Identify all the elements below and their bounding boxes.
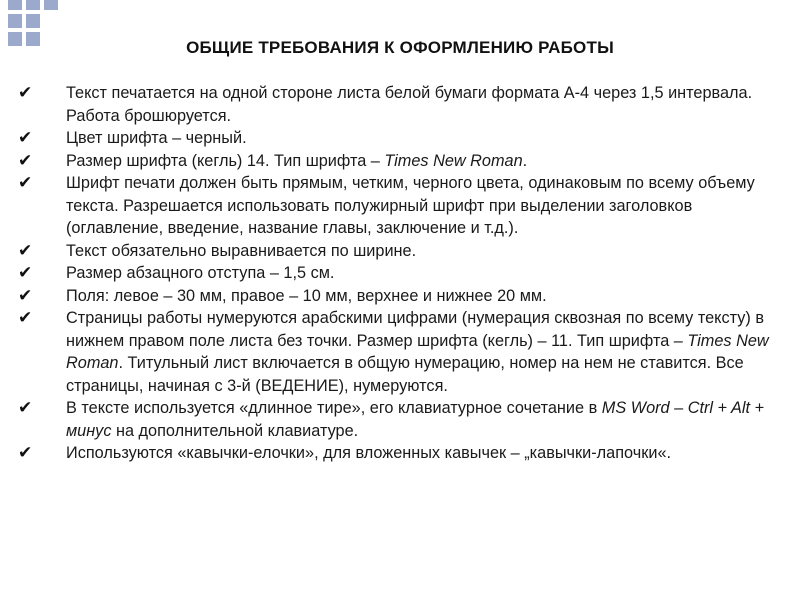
decor-square xyxy=(26,0,40,10)
list-item xyxy=(18,172,778,240)
check-mark-icon: ✔ xyxy=(18,398,33,417)
list-item-text: Текст обязательно выравнивается по ширине. xyxy=(66,241,417,260)
check-mark-icon: ✔ xyxy=(18,240,33,260)
list-item-text: Размер абзацного отступа – 1,5 см. xyxy=(66,264,335,282)
decor-square xyxy=(8,0,22,10)
decor-square xyxy=(26,14,40,28)
list-item-text: Шрифт печати должен быть прямым, четким, черного цвета, одинаковым по всему объему текста. Разрешается использовать полужирный шрифт при выделении заголовков (оглавление, введение, название главы, заключение и т.д.). xyxy=(66,174,755,237)
list-item xyxy=(18,285,778,308)
list-item xyxy=(18,150,778,173)
list-item-text: Times New Roman xyxy=(384,151,523,170)
list-item xyxy=(18,397,778,442)
list-item-text: . Титульный лист включается в общую нумерацию, номер на нем не ставится. Все страницы, начиная с 3-й (ВЕДЕНИЕ), нумеруются. xyxy=(66,354,744,395)
list-item xyxy=(18,240,778,263)
list-item xyxy=(18,307,778,397)
list-item-text: Цвет шрифта – черный. xyxy=(66,129,247,147)
list-item-text: Поля: левое – 30 мм, правое – 10 мм, верхнее и нижнее 20 мм. xyxy=(66,286,547,305)
list-item-text: Используются «кавычки-елочки», для вложенных кавычек – „кавычки-лапочки«. xyxy=(66,444,672,462)
decor-square xyxy=(8,14,22,28)
list-item xyxy=(18,82,778,127)
list-item-text: В тексте используется «длинное тире», его клавиатурное сочетание в xyxy=(66,399,602,417)
check-mark-icon: ✔ xyxy=(18,285,33,305)
list-item-text: Текст печатается на одной стороне листа белой бумаги формата А-4 через 1,5 интервала. Работа брошюруется. xyxy=(66,84,753,125)
page-title: ОБЩИЕ ТРЕБОВАНИЯ К ОФОРМЛЕНИЮ РАБОТЫ xyxy=(186,38,614,57)
list-item xyxy=(18,262,778,285)
list-item-text: . xyxy=(522,151,528,170)
check-mark-icon: ✔ xyxy=(18,150,33,170)
check-mark-icon: ✔ xyxy=(18,173,33,192)
check-mark-icon: ✔ xyxy=(18,83,33,102)
check-mark-icon: ✔ xyxy=(18,443,33,462)
decor-square xyxy=(44,0,58,10)
check-mark-icon: ✔ xyxy=(18,263,33,282)
list-item xyxy=(18,442,778,465)
requirements-list xyxy=(18,82,778,465)
check-mark-icon: ✔ xyxy=(18,128,33,147)
list-item-text: MS Word – Ctrl + Alt + минус xyxy=(66,399,765,440)
list-item-text: Страницы работы нумеруются арабскими цифрами (нумерация сквозная по всему тексту) в нижнем правом поле листа без точки. Размер шрифта (кегль) – 11. Тип шрифта – xyxy=(66,309,764,350)
list-item-text: Размер шрифта (кегль) 14. Тип шрифта – xyxy=(66,151,385,170)
check-mark-icon: ✔ xyxy=(18,308,33,327)
list-item-text: Times New Roman xyxy=(66,331,769,372)
list-item-text: на дополнительной клавиатуре. xyxy=(111,421,359,440)
list-item xyxy=(18,127,778,150)
